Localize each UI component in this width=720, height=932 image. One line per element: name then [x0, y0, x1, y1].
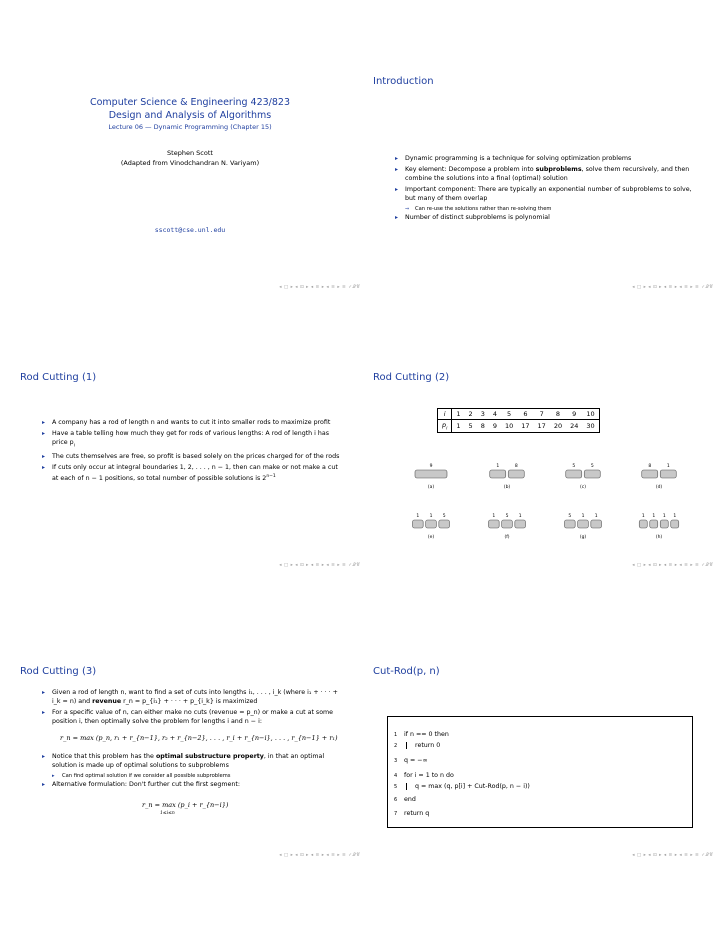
algo-line: 6 end [394, 796, 416, 803]
rod-option-label: (e) [427, 535, 435, 540]
table-cell: 10 [504, 422, 514, 431]
rod-piece [439, 520, 450, 528]
rod-piece-price: 1 [641, 514, 645, 519]
nav-bar[interactable]: ◂ □ ▸ ◂ ⊡ ▸ ◂ ≡ ▸ ◂ ≡ ▸ ≡ ✓𝒬𝒞 [632, 285, 713, 290]
rod-option-label: (h) [655, 535, 663, 540]
nav-bar[interactable]: ◂ □ ▸ ◂ ⊡ ▸ ◂ ≡ ▸ ◂ ≡ ▸ ≡ ✓𝒬𝒞 [279, 563, 360, 568]
rod-option-label: (c) [580, 485, 586, 490]
algo-line: 2 return 0 [394, 742, 441, 749]
rod-piece-price: 1 [581, 514, 585, 519]
rod-piece-price: 5 [590, 464, 594, 469]
slide-heading: Cut-Rod(p, n) [373, 666, 440, 677]
bullet-item: ▸ Notice that this problem has the optimal substructure property, in that an optimal solution is made up of optimal solutions to subproblems [42, 752, 342, 770]
rod-piece [426, 520, 437, 528]
bullet-item: ▸ Dynamic programming is a technique for solving optimization problems [395, 154, 695, 163]
slide-heading: Introduction [373, 76, 434, 87]
rod-piece-price: 1 [666, 464, 670, 469]
table-cell: 5 [501, 409, 517, 420]
table-cell: 6 [517, 409, 533, 420]
table-cell: 7 [534, 409, 550, 420]
rod-piece [566, 470, 582, 478]
rod-piece [508, 470, 524, 478]
rod-option-label: (f) [504, 535, 510, 540]
bullet-item: ▸ The cuts themselves are free, so profit is based solely on the prices charged for of the rods [42, 452, 342, 461]
table-cell: 24 [570, 422, 579, 431]
slide-rod-cutting-2 [373, 338, 713, 568]
sub-bullet: ⇒ Can re-use the solutions rather than re-solving them [395, 205, 695, 213]
rod-piece-price: 8 [648, 464, 652, 469]
author-name: Stephen Scott [167, 149, 213, 157]
rod-piece-price: 1 [518, 514, 522, 519]
rod-piece [415, 470, 447, 478]
table-cell: 20 [553, 422, 563, 431]
equation-alt-subscript: 1≤i≤n [160, 811, 175, 816]
rod-piece [490, 470, 506, 478]
rod-piece-price: 9 [429, 464, 433, 469]
bullet-item: ▸ A company has a rod of length n and wants to cut it into smaller rods to maximize profit [42, 418, 342, 427]
rod-piece [671, 520, 679, 528]
rod-piece [413, 520, 424, 528]
table-cell: 17 [521, 422, 530, 431]
table-cell: 8 [480, 422, 485, 431]
rod-piece-price: 1 [662, 514, 666, 519]
slide-title [20, 60, 360, 290]
table-cell: 1 [456, 422, 461, 431]
rod-piece-price: 1 [492, 514, 496, 519]
bullet-item: ▸ If cuts only occur at integral boundaries 1, 2, . . . , n − 1, then can make or not make a cut at each of n − 1 positions, so total number of possible solutions is $2^{n-1}$ [42, 463, 342, 483]
bullet-item: ▸ Number of distinct subproblems is polynomial [395, 213, 695, 222]
rod-piece [650, 520, 658, 528]
algo-line: 3 q = −∞ [394, 757, 428, 764]
email-link[interactable]: sscott@cse.unl.edu [154, 226, 226, 234]
rod-piece [584, 470, 600, 478]
table-cell: 9 [492, 422, 497, 431]
table-cell: 2 [465, 409, 477, 420]
rod-piece [515, 520, 526, 528]
slide-heading: Rod Cutting (3) [20, 666, 97, 677]
table-cell: 3 [477, 409, 489, 420]
table-cell: 30 [586, 422, 595, 431]
equation-alt: r_n = max (p_i + r_{n−i}) [142, 801, 229, 809]
slide-heading: Rod Cutting (1) [20, 372, 97, 383]
adapted-from: (Adapted from Vinodchandran N. Variyam) [120, 159, 260, 167]
table-cell: 4 [489, 409, 501, 420]
slide-rod-cutting-1 [20, 338, 360, 568]
bullet-item: ▸ Important component: There are typically an exponential number of subproblems to solve, but many of them overlap [395, 185, 695, 203]
slide-rod-cutting-3 [20, 628, 360, 858]
nav-bar[interactable]: ◂ □ ▸ ◂ ⊡ ▸ ◂ ≡ ▸ ◂ ≡ ▸ ≡ ✓𝒬𝒞 [279, 853, 360, 858]
rod-option-label: (a) [427, 485, 435, 490]
table-cell: 8 [550, 409, 566, 420]
bullet-item: ▸ Have a table telling how much they get for rods of various lengths: A rod of length i has price $p_i$ [42, 429, 342, 450]
rod-piece-price: 5 [442, 514, 446, 519]
lecture-label: Lecture 06 — Dynamic Programming (Chapter 15) [108, 123, 272, 131]
table-cell: 17 [537, 422, 546, 431]
bullet-list [42, 688, 342, 819]
nav-bar[interactable]: ◂ □ ▸ ◂ ⊡ ▸ ◂ ≡ ▸ ◂ ≡ ▸ ≡ ✓𝒬𝒞 [632, 853, 713, 858]
bullet-list [42, 418, 342, 485]
rod-piece [660, 470, 676, 478]
rod-piece-price: 1 [416, 514, 420, 519]
rod-option-label: (b) [503, 485, 511, 490]
algo-line: 4 for i = 1 to n do [394, 772, 454, 779]
rod-piece-price: 1 [673, 514, 677, 519]
table-cell: 1 [452, 409, 465, 420]
rod-piece-price: 5 [572, 464, 576, 469]
rod-piece-price: 1 [652, 514, 656, 519]
bullet-list [395, 154, 695, 224]
algo-line: 7 return q [394, 810, 430, 817]
rod-piece [660, 520, 668, 528]
rod-piece [565, 520, 576, 528]
course-subtitle: Design and Analysis of Algorithms [108, 110, 272, 121]
rod-piece [502, 520, 513, 528]
rod-option-label: (d) [655, 485, 663, 490]
price-table: i 1 2 3 4 5 6 7 8 9 10 $p_i$ 1 5 8 9 10 17 17 20 24 30 [437, 408, 600, 433]
slide-heading: Rod Cutting (2) [373, 372, 450, 383]
rod-piece-price: 1 [496, 464, 500, 469]
nav-bar[interactable]: ◂ □ ▸ ◂ ⊡ ▸ ◂ ≡ ▸ ◂ ≡ ▸ ≡ ✓𝒬𝒞 [279, 285, 360, 290]
nav-bar[interactable]: ◂ □ ▸ ◂ ⊡ ▸ ◂ ≡ ▸ ◂ ≡ ▸ ≡ ✓𝒬𝒞 [632, 563, 713, 568]
course-title: Computer Science & Engineering 423/823 [89, 97, 290, 108]
rod-piece-price: 5 [568, 514, 572, 519]
rod-piece [642, 470, 658, 478]
slide-cut-rod [373, 628, 713, 858]
algorithm-box [387, 716, 693, 828]
rod-piece-price: 5 [505, 514, 509, 519]
bullet-item: ▸ Alternative formulation: Don't further cut the first segment: [42, 780, 342, 789]
algo-line: 1 if n == 0 then [394, 731, 449, 738]
table-cell: 9 [566, 409, 582, 420]
table-cell: 5 [468, 422, 473, 431]
slide-introduction [373, 60, 713, 290]
bullet-item: ▸ Key element: Decompose a problem into subproblems, solve them recursively, and then combine the solutions into a final (optimal) solution [395, 165, 695, 183]
rod-piece-price: 8 [514, 464, 518, 469]
sub-bullet: ▸ Can find optimal solution if we consider all possible subproblems [42, 772, 342, 780]
equation-recurrence: r_n = max (p_n, r₁ + r_{n−1}, r₂ + r_{n−2}, . . . , r_i + r_{n−i}, . . . , r_{n−1} + r₁) [60, 734, 338, 742]
rod-cut-diagram [397, 456, 697, 556]
bullet-item: ▸ For a specific value of n, can either make no cuts (revenue = p_n) or make a cut at some position i, then optimally solve the problem for lengths i and n − i: [42, 708, 342, 726]
algo-line: 5 q = max (q, p[i] + Cut-Rod(p, n − i)) [394, 783, 530, 790]
rod-piece [639, 520, 647, 528]
rod-option-label: (g) [579, 535, 587, 540]
rod-piece-price: 1 [594, 514, 598, 519]
rod-piece [489, 520, 500, 528]
rod-piece [578, 520, 589, 528]
rod-piece-price: 1 [429, 514, 433, 519]
bullet-item: ▸ Given a rod of length n, want to find a set of cuts into lengths i₁, . . . , i_k (where i₁ + · · · + i_k = n) and revenue r_n = p_{i₁} + · · · + p_{i_k} is maximized [42, 688, 342, 706]
table-cell: 10 [582, 409, 599, 420]
rod-piece [591, 520, 602, 528]
